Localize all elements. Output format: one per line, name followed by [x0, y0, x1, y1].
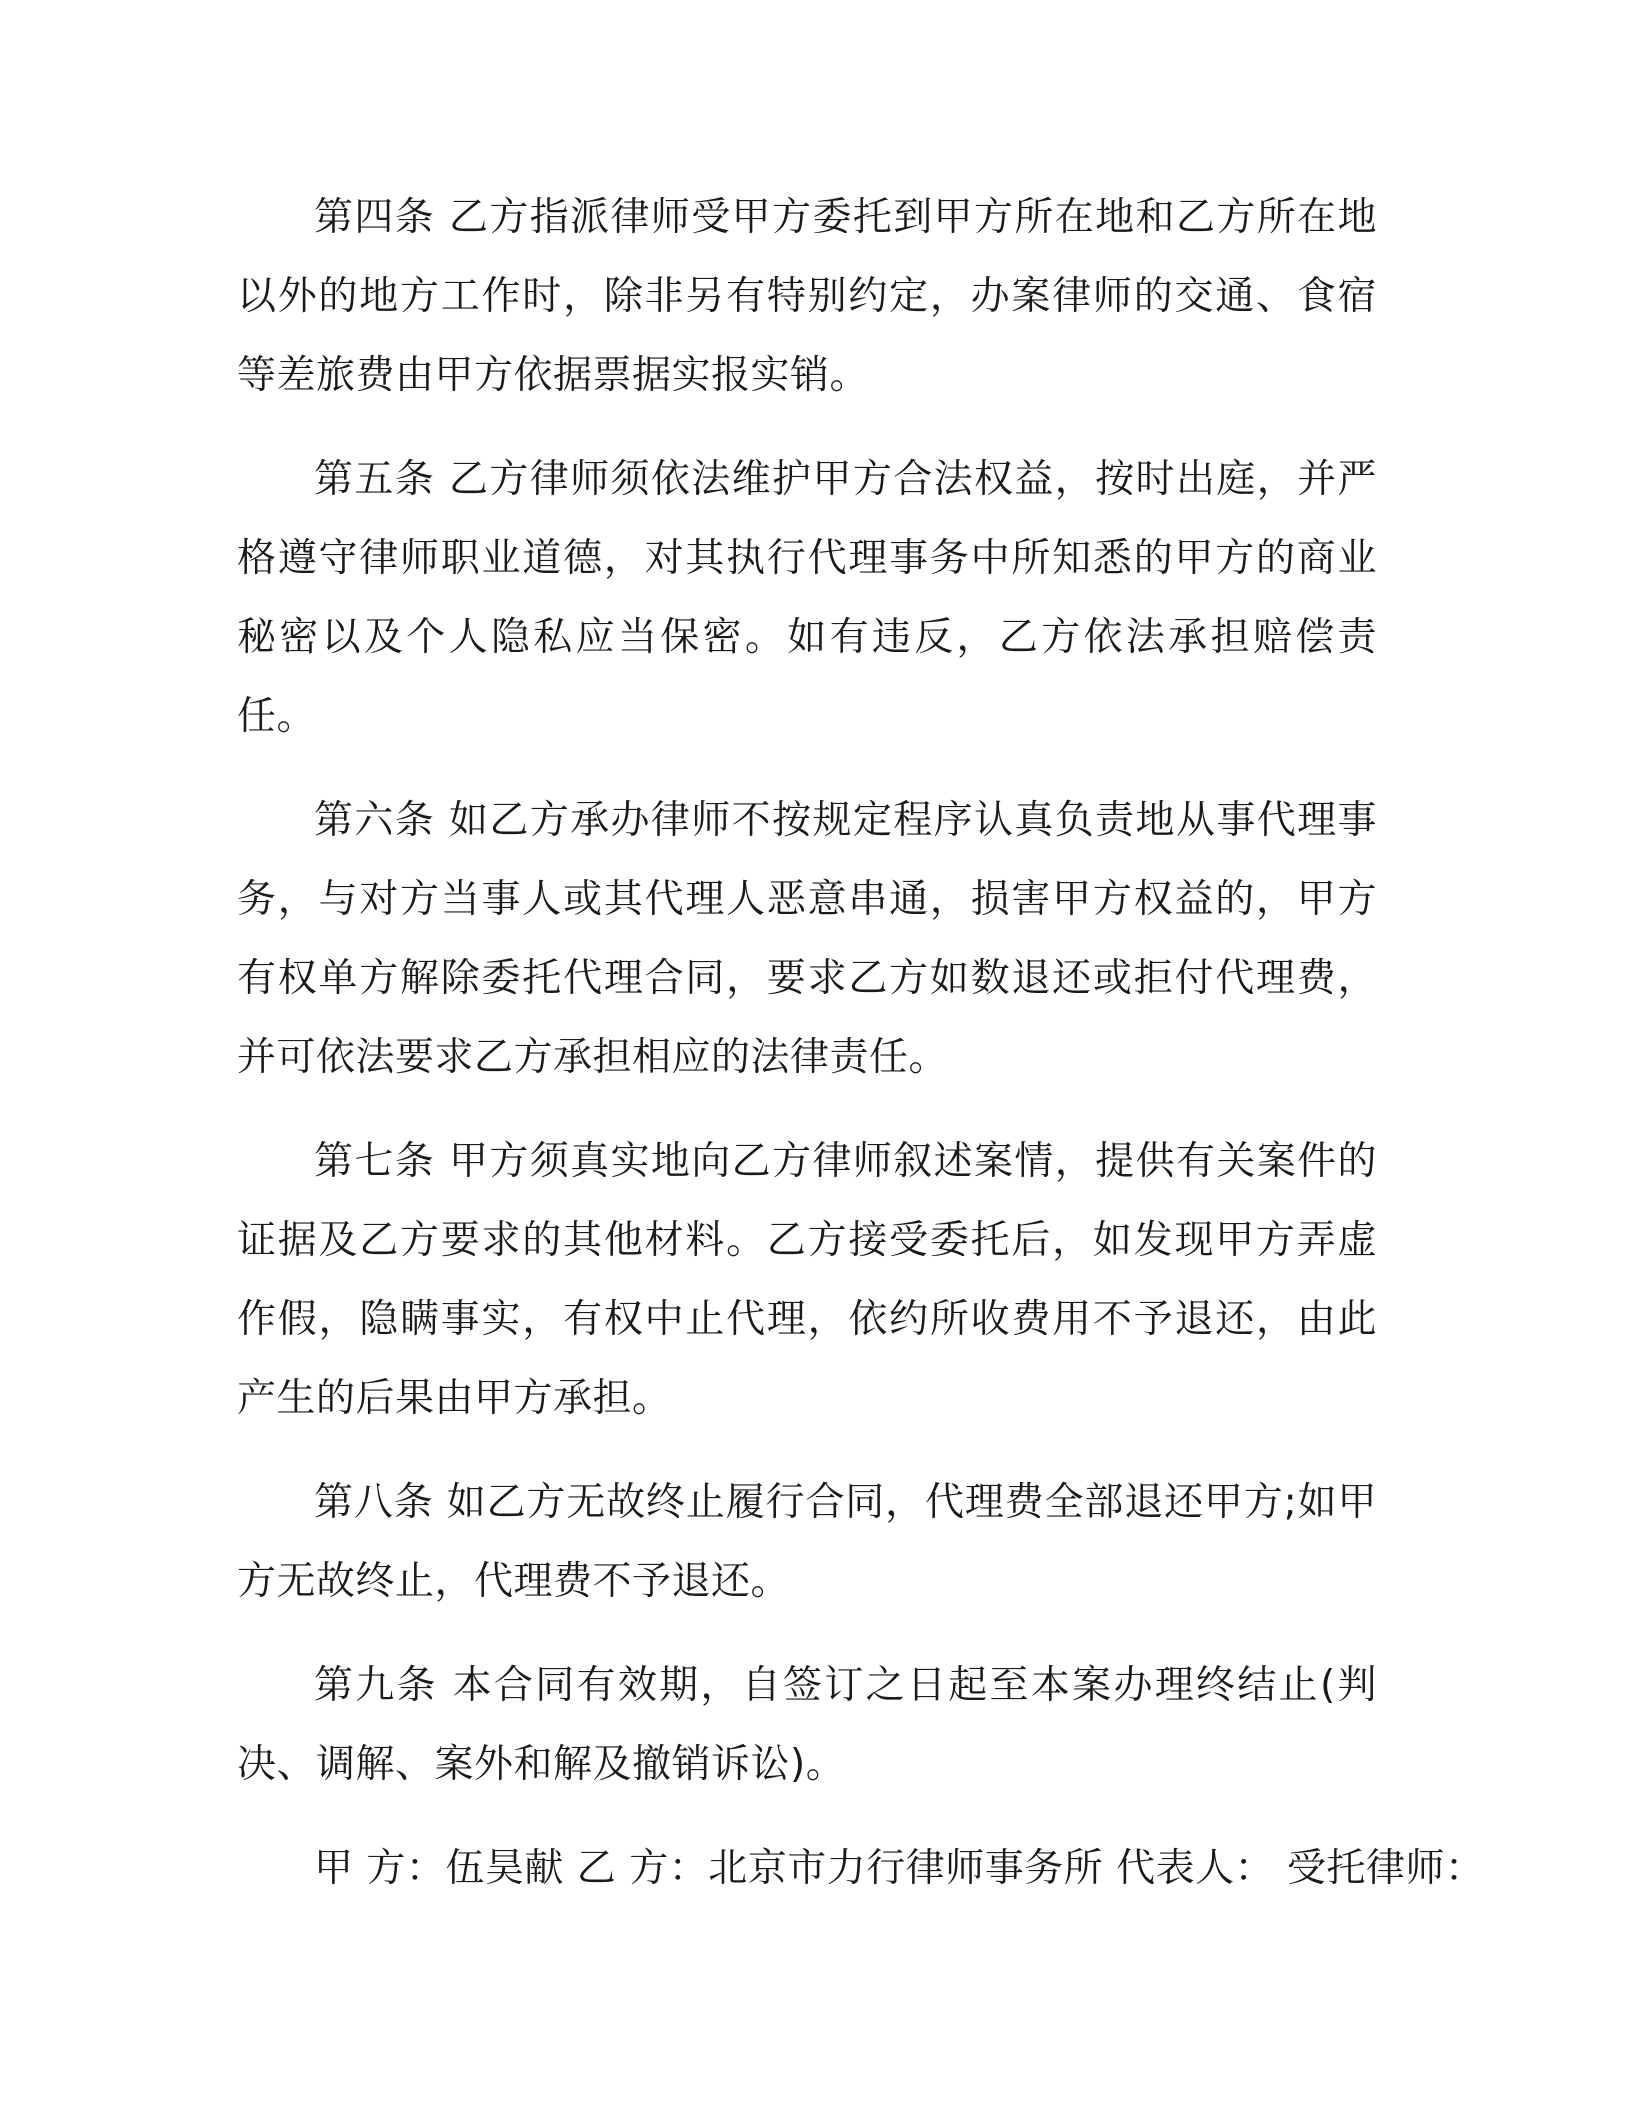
clause-7: 第七条 甲方须真实地向乙方律师叙述案情，提供有关案件的证据及乙方要求的其他材料。乙方接受委托后，如发现甲方弄虚作假，隐瞒事实，有权中止代理，依约所收费用不予退还，由此产生的后果由甲方承担。: [237, 1139, 1377, 1421]
clause-4: 第四条 乙方指派律师受甲方委托到甲方所在地和乙方所在地以外的地方工作时，除非另有特别约定，办案律师的交通、食宿等差旅费由甲方依据票据实报实销。: [237, 195, 1377, 398]
clause-5: 第五条 乙方律师须依法维护甲方合法权益，按时出庭，并严格遵守律师职业道德，对其执行代理事务中所知悉的甲方的商业秘密以及个人隐私应当保密。如有违反，乙方依法承担赔偿责任。: [237, 457, 1377, 739]
clause-9: 第九条 本合同有效期，自签订之日起至本案办理终结止(判决、调解、案外和解及撤销诉讼)。: [237, 1663, 1377, 1787]
clause-8: 第八条 如乙方无故终止履行合同，代理费全部退还甲方;如甲方无故终止，代理费不予退还。: [237, 1480, 1377, 1604]
document-body: [237, 178, 1485, 1908]
clause-6: 第六条 如乙方承办律师不按规定程序认真负责地从事代理事务，与对方当事人或其代理人恶意串通，损害甲方权益的，甲方有权单方解除委托代理合同，要求乙方如数退还或拒付代理费，并可依法要求乙方承担相应的法律责任。: [237, 798, 1377, 1080]
signature-line: 甲 方：伍昊献 乙 方：北京市力行律师事务所 代表人： 受托律师：: [314, 1846, 1485, 1891]
